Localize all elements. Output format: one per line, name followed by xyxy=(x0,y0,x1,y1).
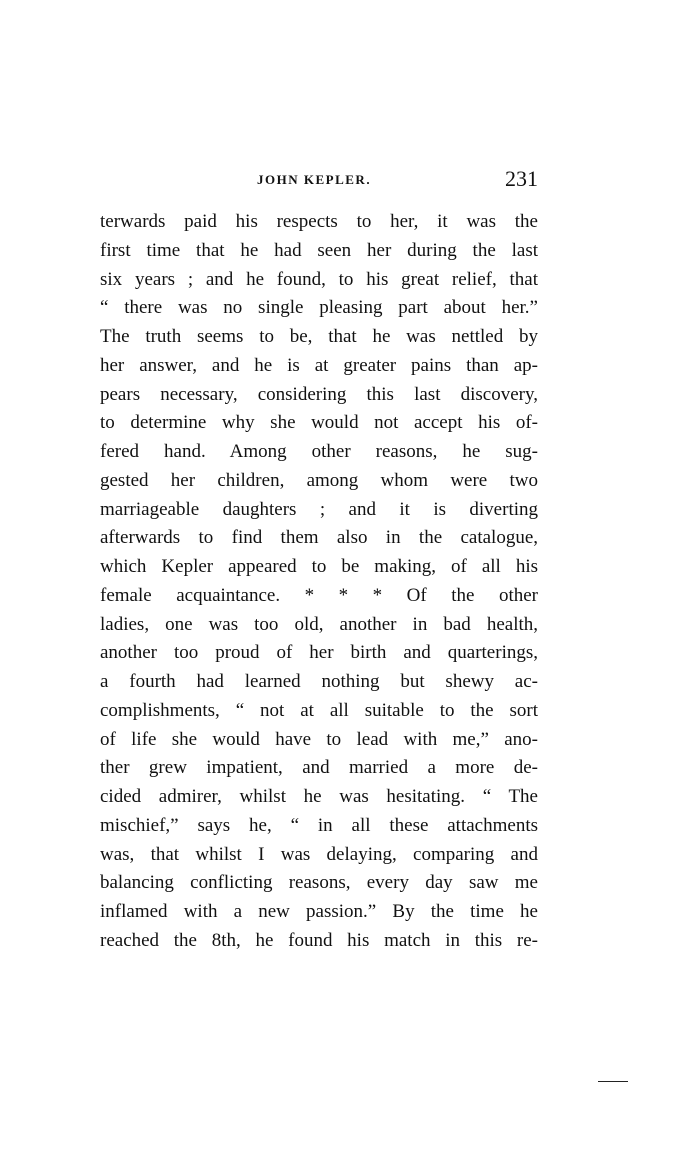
text-line: pears necessary, considering this last discovery, xyxy=(100,383,538,405)
text-line: terwards paid his respects to her, it was the xyxy=(100,211,538,232)
text-line: fered hand. Among other reasons, he sug- xyxy=(100,441,538,462)
running-title: JOHN KEPLER. xyxy=(257,172,372,187)
page-number: 231 xyxy=(505,166,538,191)
text-line: another too proud of her birth and quarterings, xyxy=(100,642,538,664)
text-line: female acquaintance. * * * Of the other xyxy=(100,584,538,606)
text-line: which Kepler appeared to be making, of all his xyxy=(100,556,538,577)
running-head xyxy=(100,166,538,194)
footer-rule xyxy=(598,1081,628,1082)
text-line: inflamed with a new passion.” By the time he xyxy=(100,901,538,922)
body-text xyxy=(100,208,538,956)
text-line: six years ; and he found, to his great relief, that xyxy=(100,268,538,290)
text-line: afterwards to find them also in the catalogue, xyxy=(100,527,538,549)
text-line: was, that whilst I was delaying, comparing and xyxy=(100,843,538,865)
text-line: balancing conflicting reasons, every day saw me xyxy=(100,872,538,894)
text-line: her answer, and he is at greater pains than ap- xyxy=(100,354,538,376)
text-line: first time that he had seen her during the last xyxy=(100,239,538,261)
text-line: “ there was no single pleasing part about her.” xyxy=(100,297,538,319)
text-line: ther grew impatient, and married a more de- xyxy=(100,757,538,779)
text-line: of life she would have to lead with me,” ano- xyxy=(100,728,538,750)
text-line: ladies, one was too old, another in bad health, xyxy=(100,613,538,635)
text-line: marriageable daughters ; and it is diverting xyxy=(100,498,538,520)
text-line: to determine why she would not accept his of- xyxy=(100,412,538,434)
text-line: reached the 8th, he found his match in this re- xyxy=(100,929,538,951)
text-line: cided admirer, whilst he was hesitating. “ The xyxy=(100,786,538,807)
text-line: mischief,” says he, “ in all these attachments xyxy=(100,814,538,836)
text-line: The truth seems to be, that he was nettled by xyxy=(100,326,538,347)
text-line: complishments, “ not at all suitable to the sort xyxy=(100,699,538,721)
text-line: a fourth had learned nothing but shewy ac- xyxy=(100,671,538,692)
text-line: gested her children, among whom were two xyxy=(100,469,538,491)
